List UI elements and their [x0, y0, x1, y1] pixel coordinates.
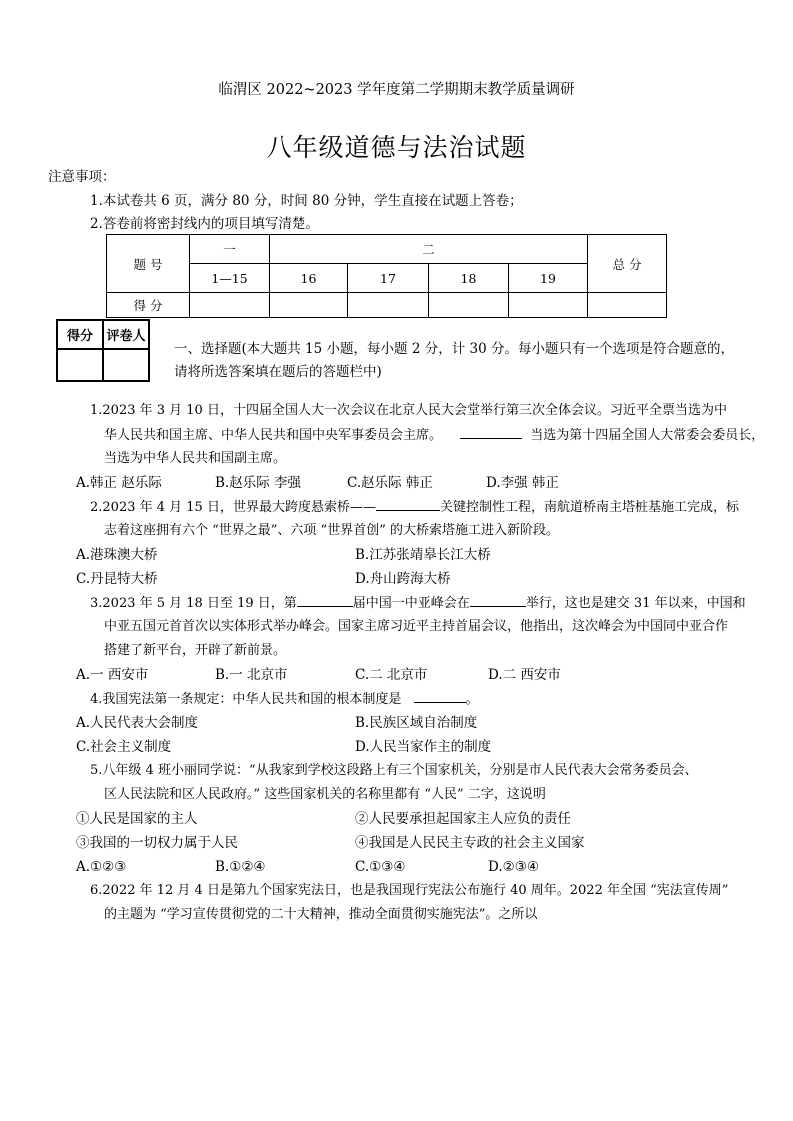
option-b[interactable]: B.①②④: [215, 859, 266, 875]
score-cell[interactable]: [429, 293, 509, 318]
answer-blank: [376, 498, 440, 511]
option-a[interactable]: A.韩正 赵乐际: [76, 475, 162, 491]
statement-item: ③我国的一切权力属于人民: [76, 835, 238, 851]
statement-item: ①人民是国家的主人: [76, 811, 198, 827]
notes-heading: 注意事项：: [48, 169, 116, 185]
question-3-text: 中亚五国元首首次以实体形式举办峰会。国家主席习近平主持首届会议，他指出，这次峰会为中国同中亚合作: [104, 619, 729, 634]
option-d[interactable]: D.李强 韩正: [486, 475, 559, 491]
question-1-text: 华人民共和国主席、中华人民共和国中央军事委员会主席。 当选为第十四届全国人大常委会委员长，: [104, 428, 765, 443]
grader-name-cell[interactable]: [103, 349, 149, 381]
column-header: 18: [429, 264, 509, 293]
option-b[interactable]: B.赵乐际 李强: [215, 475, 302, 491]
column-header: 1—15: [190, 264, 270, 293]
score-cell[interactable]: [270, 293, 348, 318]
column-header: 17: [348, 264, 429, 293]
section1-instruction: 一、选择题(本大题共 15 小题，每小题 2 分，计 30 分。每小题只有一个选项是符合题意的，: [174, 341, 734, 357]
column-header: 19: [509, 264, 588, 293]
question-2-text: 2.2023 年 4 月 15 日，世界最大跨度悬索桥—— 关键控制性工程，南航道桥南主塔桩基施工完成，标: [90, 500, 739, 515]
question-6-text: 6.2022 年 12 月 4 日是第九个国家宪法日，也是我国现行宪法公布施行 40 周年。2022 年全国 “宪法宣传周”: [90, 883, 729, 898]
grader-score-cell[interactable]: [57, 349, 103, 381]
question-1-text: 1.2023 年 3 月 10 日，十四届全国人大一次会议在北京人民大会堂举行第三次全体会议。习近平全票当选为中: [90, 403, 727, 418]
section-two-header: 二: [270, 235, 588, 264]
question-3-text: 搭建了新平台，开辟了新前景。: [104, 643, 287, 658]
option-b[interactable]: B.江苏张靖皋长江大桥: [355, 547, 491, 563]
question-3-text: 3.2023 年 5 月 18 日至 19 日，第 届中国一中亚峰会在 举行，这也是建交 31 年以来，中国和: [90, 596, 746, 611]
question-1-text: 当选为中华人民共和国副主席。: [104, 451, 287, 466]
option-d[interactable]: D.②③④: [488, 859, 539, 875]
option-b[interactable]: B.一 北京市: [215, 667, 288, 683]
option-b[interactable]: B.民族区域自治制度: [355, 715, 478, 731]
question-6-text: 的主题为 “学习宣传贯彻党的二十大精神，推动全面贯彻实施宪法”。之所以: [104, 907, 538, 922]
score-cell[interactable]: [509, 293, 588, 318]
question-5-text: 5.八年级 4 班小丽同学说：“从我家到学校这段路上有三个国家机关，分别是市人民代表大会常务委员会、: [90, 763, 698, 778]
option-c[interactable]: C.二 北京市: [355, 667, 428, 683]
option-a[interactable]: A.一 西安市: [76, 667, 149, 683]
exam-subtitle: 临渭区 2022~2023 学年度第二学期期末教学质量调研: [218, 82, 575, 98]
grader-box: [56, 319, 150, 382]
statement-item: ④我国是人民民主专政的社会主义国家: [355, 835, 585, 851]
score-cell[interactable]: [190, 293, 270, 318]
exam-title: 八年级道德与法治试题: [266, 133, 527, 162]
option-a[interactable]: A.人民代表大会制度: [76, 715, 199, 731]
answer-blank: [470, 594, 526, 607]
answer-blank: [414, 690, 466, 703]
score-cell[interactable]: [348, 293, 429, 318]
option-c[interactable]: C.赵乐际 韩正: [347, 475, 433, 491]
column-header: 16: [270, 264, 348, 293]
option-d[interactable]: D.二 西安市: [488, 667, 561, 683]
question-2-text: 志着这座拥有六个 “世界之最”、六项 “世界首创” 的大桥索塔施工进入新阶段。: [104, 523, 559, 538]
option-d[interactable]: D.舟山跨海大桥: [355, 571, 451, 587]
note-item: 1.本试卷共 6 页，满分 80 分，时间 80 分钟，学生直接在试题上答卷；: [90, 193, 523, 209]
row-label-question-number: 题 号: [107, 235, 190, 293]
statement-item: ②人民要承担起国家主人应负的责任: [355, 811, 571, 827]
score-table: [106, 234, 667, 318]
row-label-score: 得 分: [107, 293, 190, 318]
answer-blank: [460, 426, 522, 439]
section-one-header: 一: [190, 235, 270, 264]
option-a[interactable]: A.①②③: [76, 859, 127, 875]
option-c[interactable]: C.丹昆特大桥: [76, 571, 158, 587]
score-cell[interactable]: [588, 293, 667, 318]
grader-name-label: 评卷人: [103, 320, 149, 349]
question-5-text: 区人民法院和区人民政府。” 这些国家机关的名称里都有 “人民” 二字，这说明: [104, 787, 546, 802]
grader-score-label: 得分: [57, 320, 103, 349]
option-d[interactable]: D.人民当家作主的制度: [355, 739, 492, 755]
answer-blank: [297, 594, 353, 607]
total-score-header: 总 分: [588, 235, 667, 293]
note-item: 2.答卷前将密封线内的项目填写清楚。: [90, 216, 319, 232]
option-c[interactable]: C.社会主义制度: [76, 739, 172, 755]
option-a[interactable]: A.港珠澳大桥: [76, 547, 158, 563]
option-c[interactable]: C.①③④: [355, 859, 406, 875]
section1-instruction: 请将所选答案填在题后的答题栏中): [174, 364, 382, 380]
question-4-text: 4.我国宪法第一条规定：中华人民共和国的根本制度是 。: [90, 692, 479, 707]
